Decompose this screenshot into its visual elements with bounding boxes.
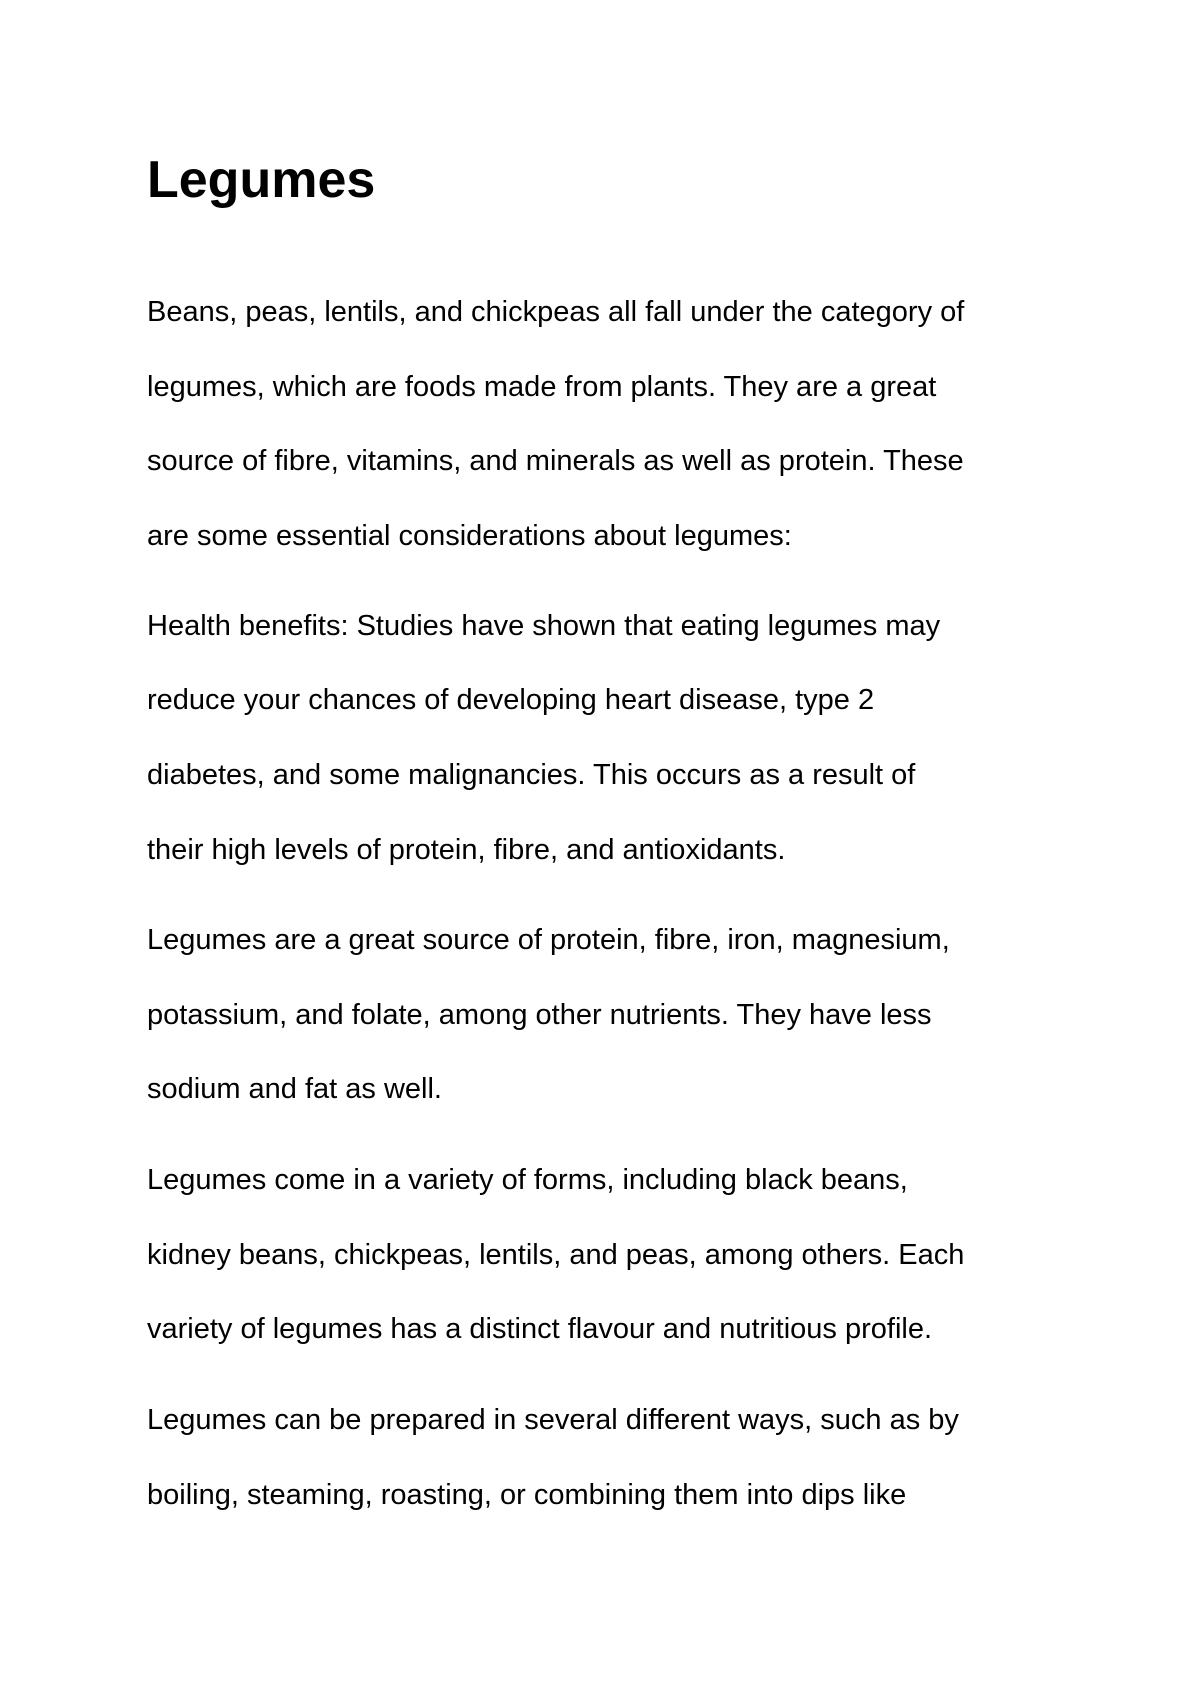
paragraph-line: Legumes come in a variety of forms, including black beans,: [147, 1164, 908, 1196]
page-title: Legumes: [147, 151, 376, 209]
paragraph-line: boiling, steaming, roasting, or combining them into dips like: [147, 1479, 907, 1511]
paragraph-line: diabetes, and some malignancies. This occurs as a result of: [147, 759, 916, 791]
paragraph-line: their high levels of protein, fibre, and antioxidants.: [147, 834, 786, 866]
paragraph-line: kidney beans, chickpeas, lentils, and peas, among others. Each: [147, 1239, 965, 1271]
paragraph-line: reduce your chances of developing heart disease, type 2: [147, 684, 875, 716]
paragraph-line: variety of legumes has a distinct flavour and nutritious profile.: [147, 1313, 933, 1345]
paragraph-line: source of fibre, vitamins, and minerals as well as protein. These: [147, 445, 964, 477]
paragraph-line: legumes, which are foods made from plants. They are a great: [147, 371, 937, 403]
paragraph-line: Legumes are a great source of protein, fibre, iron, magnesium,: [147, 924, 950, 956]
paragraph-line: Beans, peas, lentils, and chickpeas all fall under the category of: [147, 296, 965, 328]
paragraph-line: potassium, and folate, among other nutrients. They have less: [147, 999, 932, 1031]
paragraph-line: are some essential considerations about legumes:: [147, 520, 792, 552]
paragraph-line: sodium and fat as well.: [147, 1073, 442, 1105]
paragraph-line: Health benefits: Studies have shown that eating legumes may: [147, 610, 941, 642]
paragraph-line: Legumes can be prepared in several different ways, such as by: [147, 1404, 959, 1436]
